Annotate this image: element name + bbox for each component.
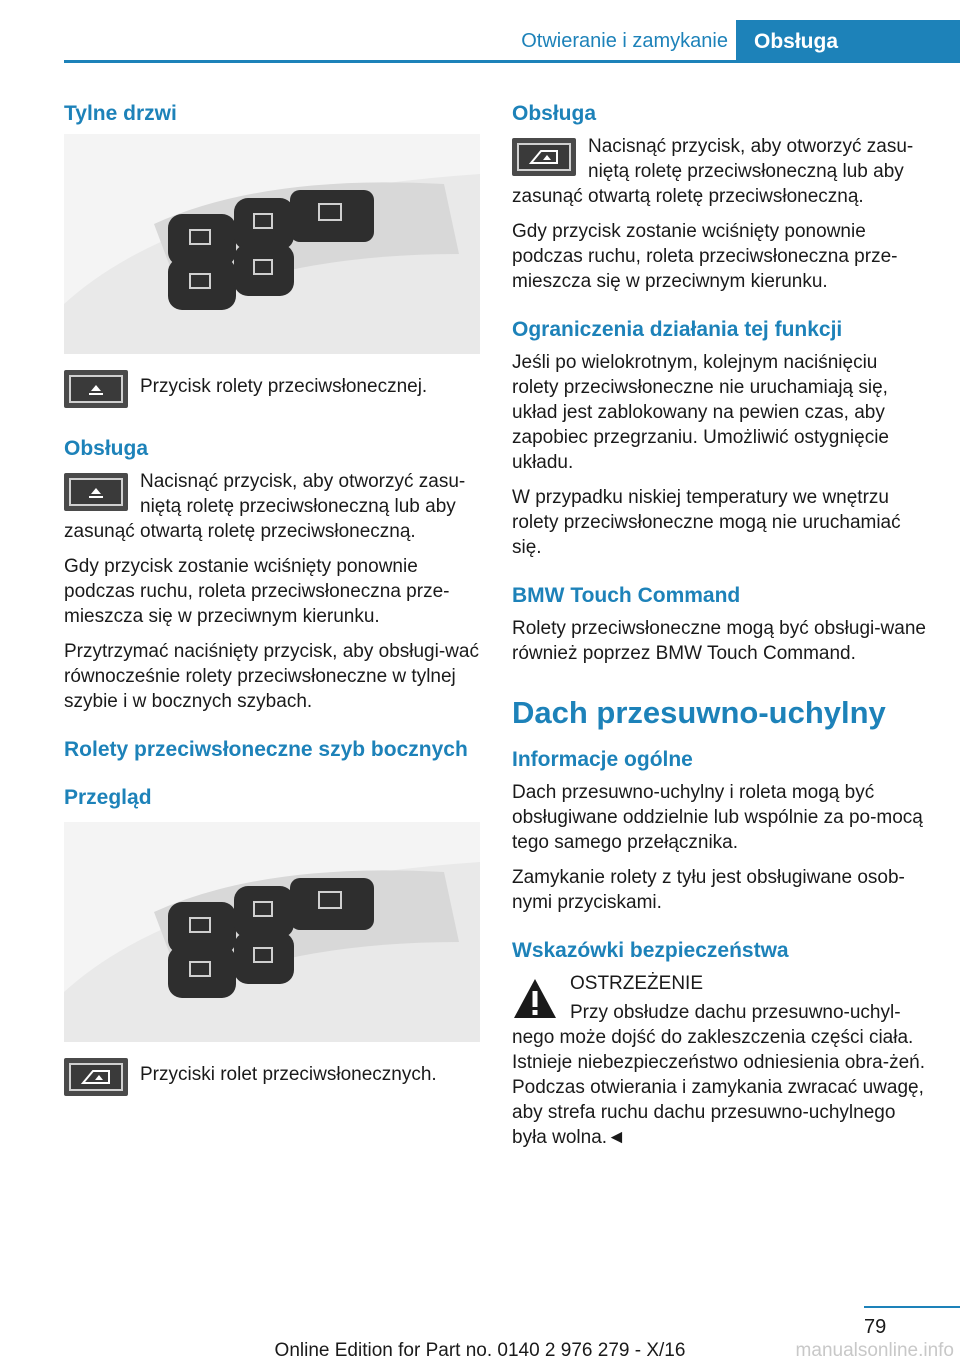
section-tab: Obsługa	[736, 20, 960, 63]
caption-row-2	[64, 1058, 484, 1097]
heading-side-blinds: Rolety przeciwsłoneczne szyb bocznych	[64, 738, 468, 761]
heading-safety: Wskazówki bezpieczeństwa	[512, 939, 789, 962]
breadcrumb: Otwieranie i zamykanie	[521, 30, 728, 52]
footer-rule	[864, 1306, 960, 1308]
op-para-1-left: Nacisnąć przycisk, aby otworzyć zasu-niętą roletę przeciwsłoneczną lub aby zasunąć otwartą roletę przeciwsłoneczną.	[64, 471, 466, 542]
general-para-1: Dach przesuwno-uchylny i roleta mogą być obsługiwane oddzielnie lub wspólnie za po-mocą tego samego przełącznika.	[512, 782, 923, 853]
caption-row-1	[64, 370, 484, 409]
blind-button-icon	[64, 473, 128, 511]
heading-rear-doors: Tylne drzwi	[64, 102, 177, 125]
heading-limits: Ograniczenia działania tej funkcji	[512, 318, 843, 341]
limits-para-2: W przypadku niskiej temperatury we wnętrzu rolety przeciwsłoneczne mogą nie uruchamiać się.	[512, 487, 901, 558]
touch-para: Rolety przeciwsłoneczne mogą być obsługi-wane również poprzez BMW Touch Command.	[512, 618, 926, 664]
general-para-2: Zamykanie rolety z tyłu jest obsługiwane osob-nymi przyciskami.	[512, 867, 905, 913]
warning-icon	[512, 977, 558, 1021]
warning-title: OSTRZEŻENIE	[570, 973, 704, 994]
side-blind-button-icon	[512, 138, 576, 176]
op-para-2-right: Gdy przycisk zostanie wciśnięty ponownie podczas ruchu, roleta przeciwsłoneczna prze-mieszcza się w przeciwnym kierunku.	[512, 221, 898, 292]
heading-operation-right: Obsługa	[512, 102, 597, 125]
heading-operation-left: Obsługa	[64, 437, 149, 460]
blind-button-icon	[64, 370, 128, 408]
caption-2: Przyciski rolet przeciwsłonecznych.	[140, 1064, 437, 1085]
page-number: 79	[864, 1316, 887, 1338]
watermark: manualsonline.info	[795, 1340, 954, 1361]
right-column	[512, 100, 926, 1160]
limits-para-1: Jeśli po wielokrotnym, kolejnym naciśnięciu rolety przeciwsłoneczne nie uruchamiają się, układ jest zablokowany na pewien czas, aby zapobiec przegrzaniu. Umożliwić ostygnięcie układu.	[512, 352, 890, 473]
op-para-2-left: Gdy przycisk zostanie wciśnięty ponownie podczas ruchu, roleta przeciwsłoneczna prze-mieszcza się w przeciwnym kierunku.	[64, 556, 450, 627]
header-rule	[64, 60, 960, 63]
heading-touch-command: BMW Touch Command	[512, 584, 741, 607]
side-blind-button-icon	[64, 1058, 128, 1096]
door-switch-photo-1	[64, 134, 480, 354]
heading-sunroof: Dach przesuwno-uchylny	[512, 695, 886, 730]
edition-note: Online Edition for Part no. 0140 2 976 279 - X/16	[274, 1340, 686, 1361]
caption-1: Przycisk rolety przeciwsłonecznej.	[140, 376, 428, 397]
op-para-1-right: Nacisnąć przycisk, aby otworzyć zasu-niętą roletę przeciwsłoneczną lub aby zasunąć otwartą roletę przeciwsłoneczną.	[512, 136, 914, 207]
door-switch-photo-2	[64, 822, 480, 1042]
heading-general: Informacje ogólne	[512, 748, 693, 771]
heading-overview: Przegląd	[64, 786, 152, 809]
left-column	[64, 100, 484, 1109]
op-para-3-left: Przytrzymać naciśnięty przycisk, aby obsługi-wać równocześnie rolety przeciwsłoneczne w tylnej szybie i w bocznych szybach.	[64, 641, 479, 712]
warning-text: Przy obsłudze dachu przesuwno-uchyl-nego może dojść do zakleszczenia części ciała. Istnieje niebezpieczeństwo odniesienia obra-żeń. Podczas otwierania i zamykania zwracać uwagę, aby strefa ruchu dachu przesuwno-uchylnego była wolna.◄	[512, 1002, 925, 1148]
